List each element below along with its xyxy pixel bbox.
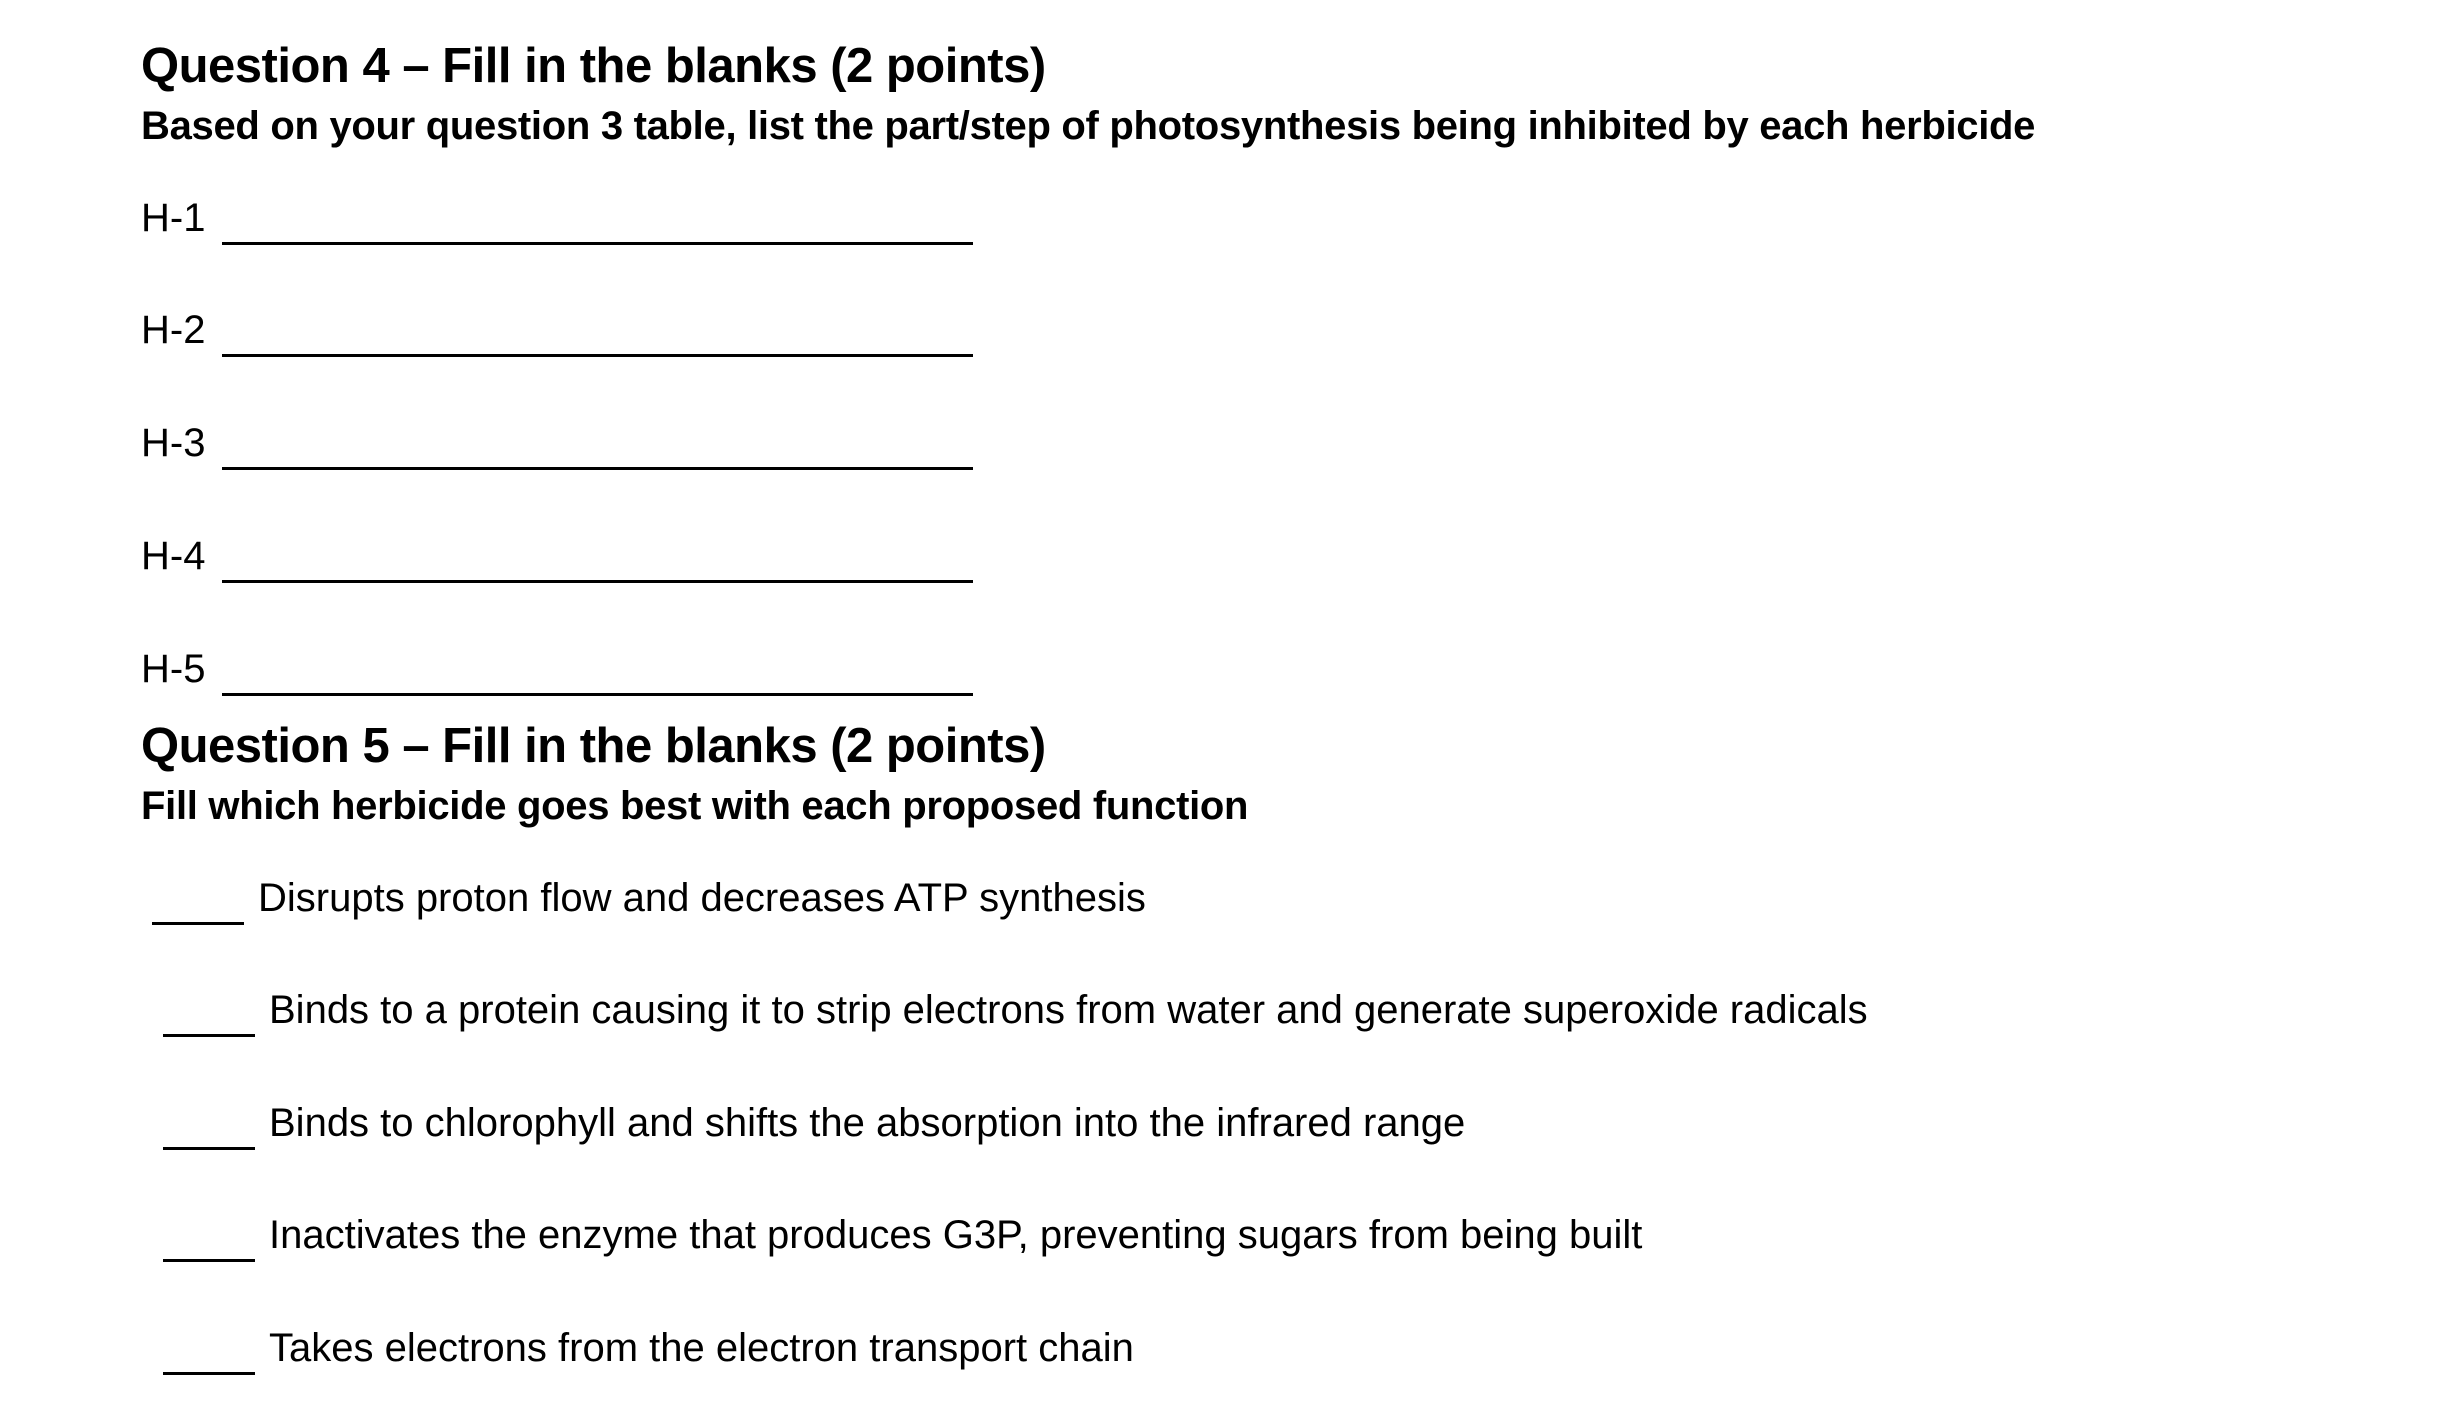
- herbicide-label: H-5: [141, 647, 206, 691]
- answer-blank-line[interactable]: [152, 922, 244, 925]
- answer-blank-line[interactable]: [163, 1147, 255, 1150]
- function-description: Binds to a protein causing it to strip electrons from water and generate superoxide radicals: [269, 988, 1868, 1032]
- herbicide-label: H-1: [141, 196, 206, 240]
- function-description: Takes electrons from the electron transport chain: [269, 1326, 1134, 1370]
- herbicide-label: H-4: [141, 534, 206, 578]
- answer-blank-line[interactable]: [163, 1259, 255, 1262]
- question-4-instruction: Based on your question 3 table, list the part/step of photosynthesis being inhibited by each herbicide: [141, 104, 2036, 148]
- answer-blank-line[interactable]: [222, 354, 973, 357]
- answer-blank-line[interactable]: [163, 1034, 255, 1037]
- function-description: Binds to chlorophyll and shifts the absorption into the infrared range: [269, 1101, 1466, 1145]
- herbicide-blank-row: [141, 198, 841, 248]
- answer-blank-line[interactable]: [163, 1372, 255, 1375]
- function-description: Inactivates the enzyme that produces G3P, preventing sugars from being built: [269, 1213, 1643, 1257]
- function-row: [163, 1328, 2163, 1384]
- answer-blank-line[interactable]: [222, 693, 973, 696]
- herbicide-blank-row: [141, 423, 841, 473]
- answer-blank-line[interactable]: [222, 580, 973, 583]
- herbicide-blank-row: [141, 536, 841, 586]
- answer-blank-line[interactable]: [222, 242, 973, 245]
- function-row: [152, 878, 2152, 934]
- question-4-title: Question 4 – Fill in the blanks (2 points): [141, 39, 1046, 93]
- function-description: Disrupts proton flow and decreases ATP synthesis: [258, 876, 1146, 920]
- function-row: [163, 990, 2163, 1046]
- function-row: [163, 1215, 2163, 1271]
- herbicide-label: H-2: [141, 308, 206, 352]
- herbicide-label: H-3: [141, 421, 206, 465]
- question-5-title: Question 5 – Fill in the blanks (2 points): [141, 719, 1046, 773]
- herbicide-blank-row: [141, 649, 841, 699]
- answer-blank-line[interactable]: [222, 467, 973, 470]
- herbicide-blank-row: [141, 310, 841, 360]
- function-row: [163, 1103, 2163, 1159]
- question-5-instruction: Fill which herbicide goes best with each proposed function: [141, 784, 1249, 828]
